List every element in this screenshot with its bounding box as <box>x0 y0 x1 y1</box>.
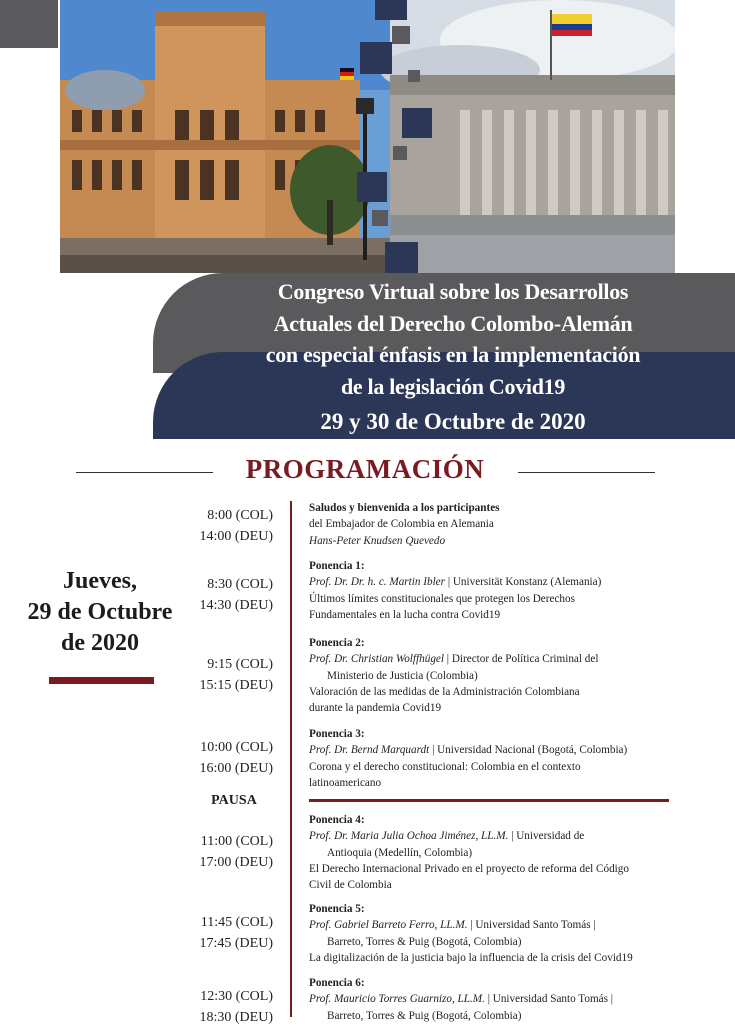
entry-speaker: Prof. Gabriel Barreto Ferro, LL.M. <box>309 919 468 932</box>
entry-line: Corona y el derecho constitucional: Colombia en el contexto <box>309 760 581 773</box>
entry-affiliation: | Universität Konstanz (Alemania) <box>445 576 602 589</box>
entry-line: El Derecho Internacional Privado en el proyecto de reforma del Código <box>309 862 629 875</box>
entry-speaker-line <box>309 917 709 933</box>
event-dates: 29 y 30 de Octubre de 2020 <box>320 409 586 434</box>
entry-heading: Ponencia 1: <box>309 560 365 572</box>
entry-affiliation: | Director de Política Criminal del <box>444 653 599 666</box>
pause-divider <box>309 799 669 802</box>
program-heading: PROGRAMACIÓN <box>245 454 485 484</box>
entry-line: Fundamentales en la lucha contra Covid19 <box>309 608 501 621</box>
entry-affiliation: | Universidad Santo Tomás | <box>467 919 596 932</box>
time-deu: 17:00 (DEU) <box>199 855 273 870</box>
time-deu: 15:15 (DEU) <box>199 678 273 693</box>
entry-line: durante la pandemia Covid19 <box>309 702 442 715</box>
entry-line: Últimos límites constitucionales que protegen los Derechos <box>309 592 575 605</box>
day-label <box>10 566 190 659</box>
entry-speaker-line <box>309 991 709 1007</box>
event-title-line: Congreso Virtual sobre los Desarrollos <box>277 279 629 304</box>
entry-line: del Embajador de Colombia en Alemania <box>309 518 494 531</box>
day-label-line: 29 de Octubre <box>27 599 173 625</box>
slot-time <box>173 574 273 616</box>
slot-time <box>173 737 273 779</box>
program-entry-ponencia-1 <box>309 558 709 623</box>
slot-time <box>173 986 273 1028</box>
entry-line: Valoración de las medidas de la Administración Colombiana <box>309 685 580 698</box>
entry-line: La digitalización de la justicia bajo la influencia de la crisis del Covid19 <box>309 951 633 964</box>
entry-affiliation-cont: Ministerio de Justicia (Colombia) <box>327 669 478 682</box>
day-label-line: de 2020 <box>61 630 139 656</box>
entry-heading: Ponencia 4: <box>309 814 365 826</box>
entry-affiliation-cont: Barreto, Torres & Puig (Bogotá, Colombia) <box>327 1009 522 1022</box>
entry-speaker-line <box>309 742 709 758</box>
time-deu: 14:00 (DEU) <box>199 529 273 544</box>
program-entry-ponencia-3 <box>309 726 709 791</box>
event-title-line: con especial énfasis en la implementación <box>265 342 641 367</box>
entry-affiliation: | Universidad Nacional (Bogotá, Colombia) <box>429 744 628 757</box>
time-deu: 16:00 (DEU) <box>199 761 273 776</box>
time-deu: 18:30 (DEU) <box>199 1010 273 1025</box>
entry-speaker-line <box>309 651 709 667</box>
heading-rule-right <box>518 472 655 473</box>
entry-speaker: Prof. Dr. Maria Julia Ochoa Jiménez, LL.M. <box>309 830 509 843</box>
entry-speaker: Prof. Dr. Christian Wolffhügel <box>309 653 444 666</box>
entry-speaker-line <box>309 828 709 844</box>
entry-heading: Saludos y bienvenida a los participantes <box>309 502 500 514</box>
day-label-line: Jueves, <box>63 568 137 594</box>
entry-speaker: Prof. Dr. Dr. h. c. Martin Ibler <box>309 576 446 589</box>
program-entry-welcome <box>309 500 709 549</box>
time-col: 11:00 (COL) <box>200 834 273 849</box>
time-col: 10:00 (COL) <box>200 740 273 755</box>
entry-heading: Ponencia 2: <box>309 637 365 649</box>
entry-speaker: Prof. Mauricio Torres Guarnizo, LL.M. <box>309 993 485 1006</box>
pause-label: PAUSA <box>211 793 257 808</box>
slot-time <box>173 912 273 954</box>
entry-line: Civil de Colombia <box>309 879 392 892</box>
timeline-divider <box>290 501 292 1017</box>
program-entry-ponencia-2 <box>309 635 709 716</box>
entry-affiliation-cont: Barreto, Torres & Puig (Bogotá, Colombia) <box>327 935 522 948</box>
time-deu: 17:45 (DEU) <box>199 936 273 951</box>
slot-time <box>173 831 273 873</box>
time-col: 8:00 (COL) <box>207 508 273 523</box>
entry-heading: Ponencia 3: <box>309 728 365 740</box>
event-title-line: de la legislación Covid19 <box>340 373 566 399</box>
time-col: 8:30 (COL) <box>207 577 273 592</box>
entry-affiliation: | Universidad de <box>508 830 585 843</box>
heading-rule-left <box>76 472 213 473</box>
entry-speaker: Prof. Dr. Bernd Marquardt <box>309 744 430 757</box>
program-entry-ponencia-4 <box>309 812 709 893</box>
time-col: 9:15 (COL) <box>207 657 273 672</box>
entry-speaker-line <box>309 574 709 590</box>
slot-time <box>173 505 273 547</box>
entry-heading: Ponencia 6: <box>309 977 365 989</box>
entry-affiliation-cont: Antioquia (Medellín, Colombia) <box>327 846 473 859</box>
event-title-line: Actuales del Derecho Colombo-Alemán <box>273 310 633 336</box>
time-deu: 14:30 (DEU) <box>199 598 273 613</box>
entry-person: Hans-Peter Knudsen Quevedo <box>309 534 446 547</box>
slot-time <box>173 654 273 696</box>
corner-decoration <box>0 0 58 48</box>
program-entry-ponencia-5 <box>309 901 709 966</box>
day-underline-bar <box>49 677 154 684</box>
time-col: 12:30 (COL) <box>200 989 273 1004</box>
entry-affiliation: | Universidad Santo Tomás | <box>484 993 614 1006</box>
header-photo-collage <box>60 0 675 273</box>
event-title <box>153 276 735 402</box>
entry-heading: Ponencia 5: <box>309 903 365 915</box>
time-col: 11:45 (COL) <box>200 915 273 930</box>
entry-line: latinoamericano <box>309 776 382 789</box>
